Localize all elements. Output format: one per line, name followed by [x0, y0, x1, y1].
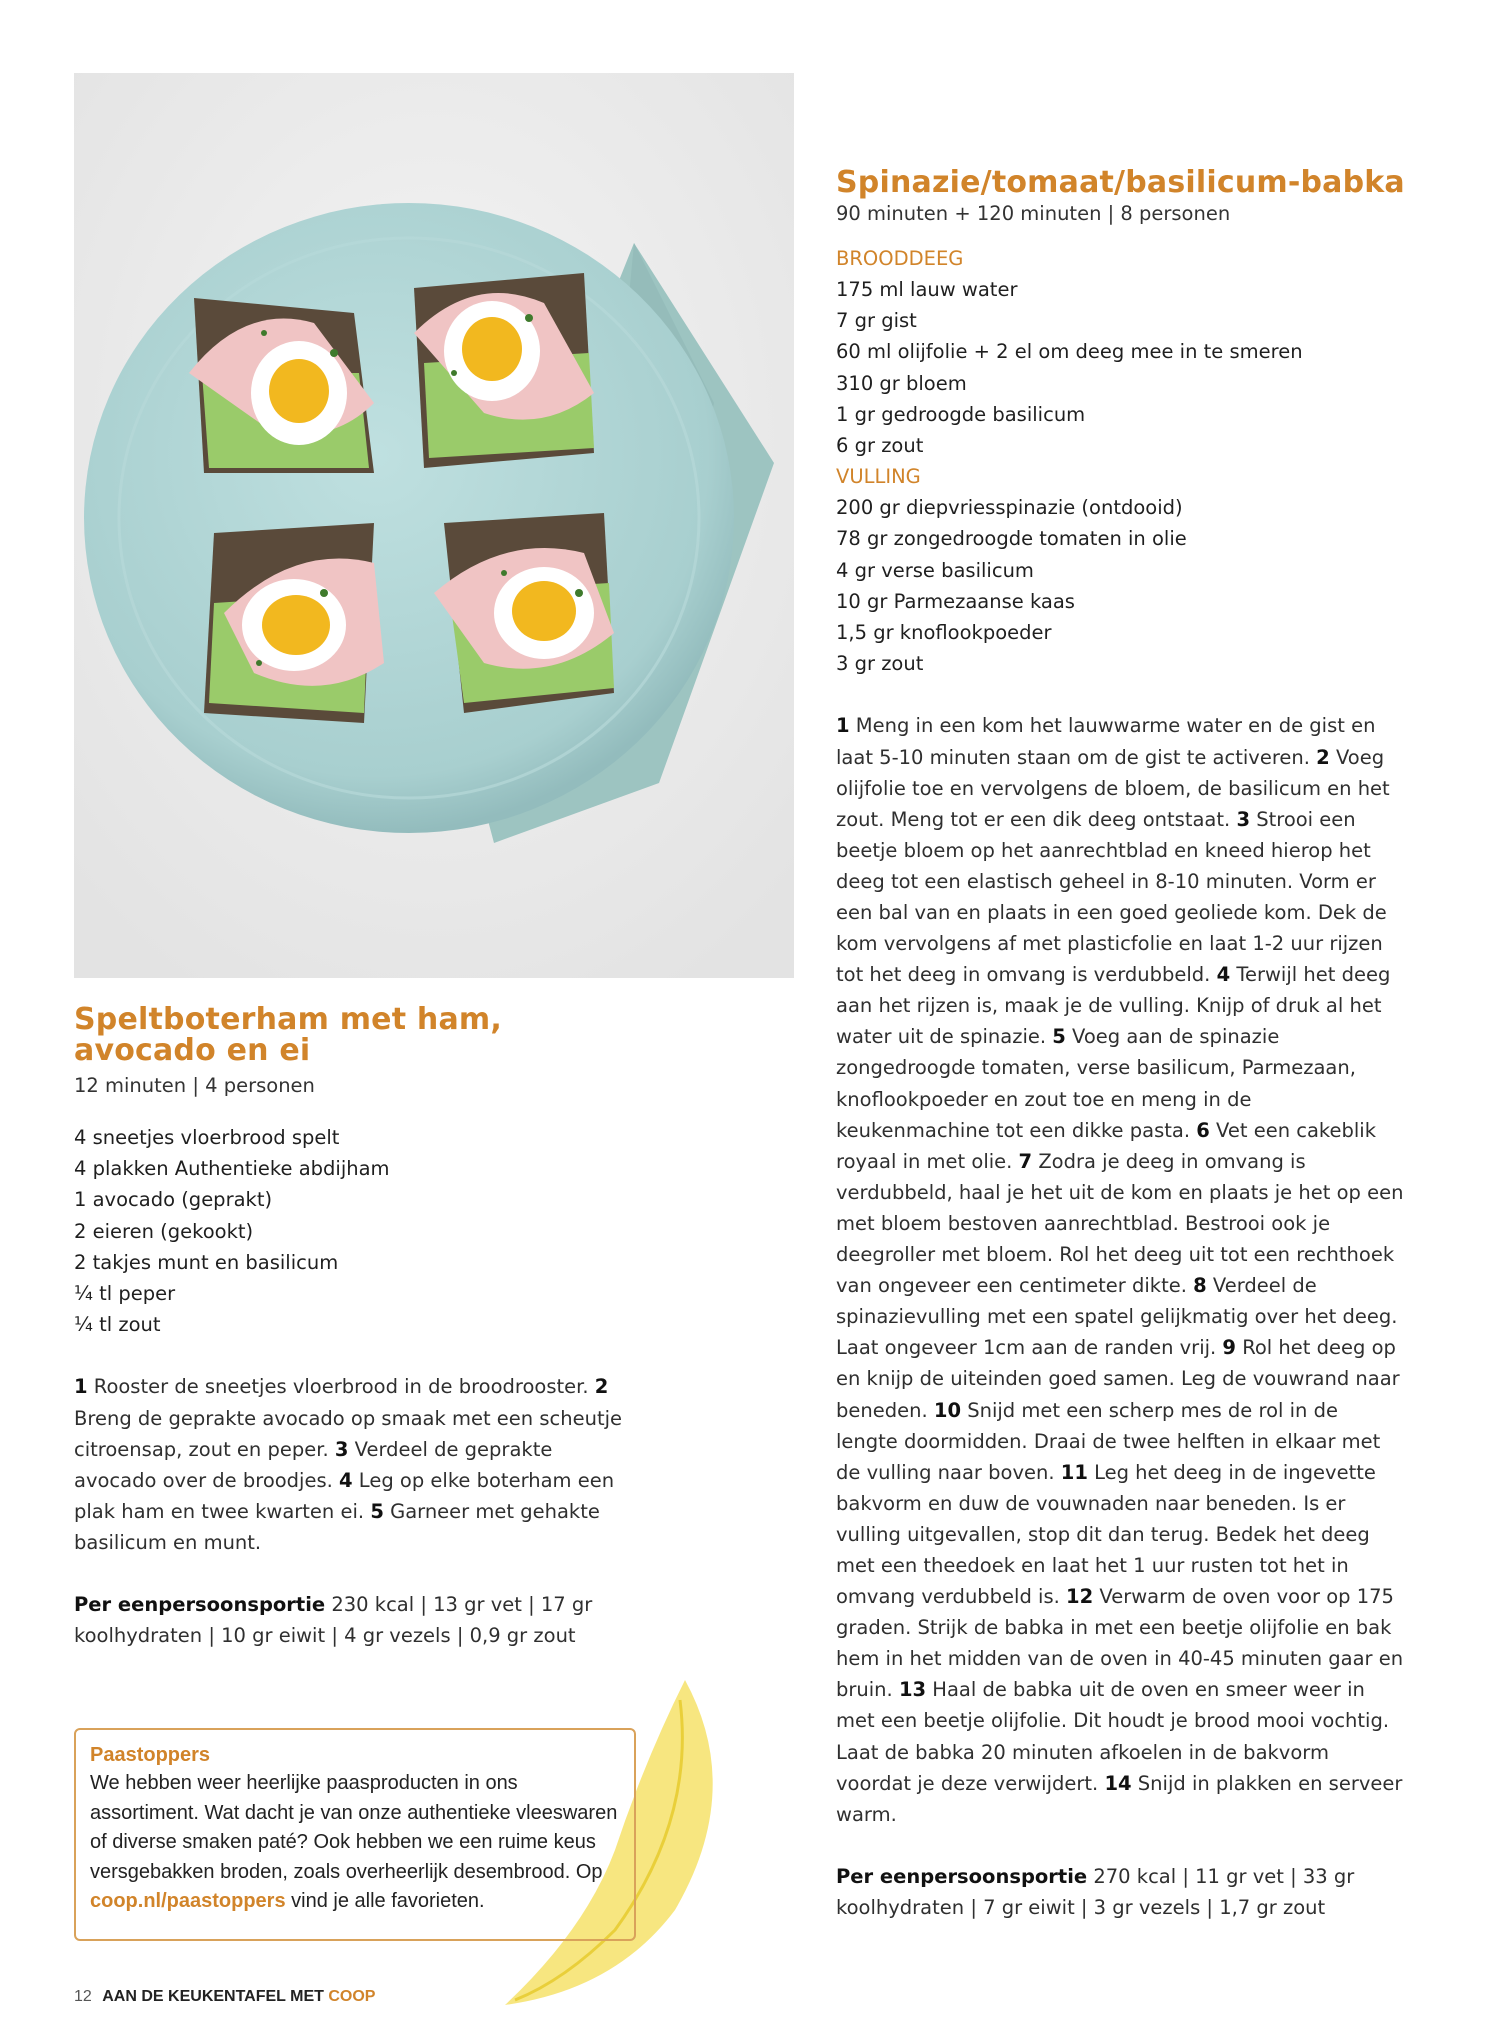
- step-number: 2: [594, 1375, 609, 1399]
- step-text: Strooi een beetje bloem op het aanrechtblad en kneed hierop het deeg tot een elastisch geheel in 8-10 minuten. Vorm er een bal van en plaats in een goed geoliede kom. Dek de kom vervolgens af met plasticfolie en laat 1-2 uur rijzen tot het deeg in omvang is verdubbeld.: [836, 807, 1387, 987]
- tip-box-title: Paastoppers: [90, 1744, 211, 1766]
- step-text: Voeg olijfolie toe en vervolgens de bloem, de basilicum en het zout. Meng tot er een dik deeg ontstaat.: [836, 745, 1390, 831]
- ingredient-item: 200 gr diepvriesspinazie (ontdooid): [836, 496, 1183, 520]
- ingredient-item: 6 gr zout: [836, 434, 924, 458]
- step-number: 6: [1196, 1118, 1210, 1142]
- step-text: Zodra je deeg in omvang is verdubbeld, haal je het uit de kom en plaats je het op een met bloem bestoven aanrechtblad. Bestrooi ook je deegroller met bloem. Rol het deeg uit tot een rechthoek van ongeveer een centimeter dikte.: [836, 1149, 1404, 1298]
- ingredient-item: 310 gr bloem: [836, 371, 967, 395]
- toast-2: [414, 273, 594, 468]
- method-text: [836, 710, 1404, 1829]
- step-number: 1: [836, 714, 850, 738]
- step-text: Verdeel de geprakte avocado over de broodjes.: [74, 1437, 553, 1492]
- step-number: 9: [1222, 1336, 1236, 1360]
- step-text: Vet een cakeblik royaal in met olie.: [836, 1118, 1377, 1173]
- step-number: 3: [1236, 807, 1251, 831]
- step-number: 5: [1052, 1025, 1066, 1049]
- recipe-photo: [74, 73, 794, 978]
- step-text: Verwarm de oven voor op 175 graden. Strijk de babka in met een beetje olijfolie en bak hem in het midden van de oven in 40-45 minuten gaar en bruin.: [836, 1585, 1404, 1702]
- step-number: 13: [898, 1678, 927, 1702]
- ingredient-list-brooddeeg: [836, 274, 1416, 461]
- ingredient-item: ¼ tl peper: [74, 1282, 176, 1306]
- ingredient-list-vulling: [836, 492, 1416, 679]
- tip-box-text: [90, 1769, 620, 1917]
- recipe-meta: 90 minuten + 120 minuten | 8 personen: [836, 202, 1231, 225]
- ingredient-item: 3 gr zout: [836, 652, 924, 676]
- ingredient-item: 175 ml lauw water: [836, 278, 1018, 301]
- toast-1: [189, 298, 374, 473]
- recipe-title: Speltboterham met ham, avocado en ei: [74, 1002, 502, 1068]
- ingredient-item: 60 ml olijfolie + 2 el om deeg mee in te smeren: [836, 340, 1303, 364]
- recipe-speltboterham: [74, 1004, 674, 1651]
- nutrition-label: Per eenpersoonsportie: [74, 1592, 326, 1616]
- nutrition-info: [74, 1589, 634, 1651]
- ingredient-item: 4 sneetjes vloerbrood spelt: [74, 1126, 340, 1149]
- ingredient-item: 4 plakken Authentieke abdijham: [74, 1157, 390, 1181]
- ingredient-item: ¼ tl zout: [74, 1313, 161, 1337]
- toast-4: [434, 513, 614, 713]
- ingredient-item: 1 gr gedroogde basilicum: [836, 402, 1086, 426]
- step-text: Snijd met een scherp mes de rol in de lengte doormidden. Draai de twee helften in elkaar met de vulling naar boven.: [836, 1398, 1381, 1484]
- step-number: 4: [339, 1468, 353, 1492]
- brand-name: COOP: [328, 1988, 376, 2005]
- tip-box-paastoppers: [74, 1728, 636, 1941]
- section-heading-vulling: VULLING: [836, 465, 921, 489]
- step-number: 2: [1316, 745, 1330, 769]
- tip-box-body: We hebben weer heerlijke paasproducten in ons assortiment. Wat dacht je van onze authentieke vleeswaren of diverse smaken paté? Ook hebben we een ruime keus versgebakken broden, zoals overheerlijk desembrood. Op: [90, 1772, 618, 1883]
- step-number: 11: [1060, 1460, 1088, 1484]
- step-text: Haal de babka uit de oven en smeer weer in met een beetje olijfolie. Dit houdt je brood mooi vochtig. Laat de babka 20 minuten afkoelen in de bakvorm voordat je deze verwijdert.: [836, 1678, 1390, 1795]
- nutrition-values: 230 kcal | 13 gr vet | 17 gr koolhydraten | 10 gr eiwit | 4 gr vezels | 0,9 gr zout: [74, 1592, 593, 1648]
- recipe-meta: 12 minuten | 4 personen: [74, 1074, 315, 1097]
- paastoppers-link[interactable]: coop.nl/paastoppers: [90, 1890, 286, 1912]
- nutrition-label: Per eenpersoonsportie: [836, 1864, 1088, 1888]
- step-text: Rooster de sneetjes vloerbrood in de broodrooster.: [87, 1375, 595, 1399]
- step-text: Voeg aan de spinazie zongedroogde tomaten, verse basilicum, Parmezaan, knoflookpoeder en zout toe en meng in de keukenmachine tot een dikke pasta.: [836, 1025, 1356, 1142]
- tip-box-body-end: vind je alle favorieten.: [285, 1890, 485, 1912]
- ingredient-item: 2 takjes munt en basilicum: [74, 1250, 339, 1274]
- step-text: Verdeel de spinazievulling met een spatel gelijkmatig over het deeg. Laat ongeveer 1cm aan de randen vrij.: [836, 1274, 1398, 1360]
- step-number: 12: [1066, 1585, 1094, 1609]
- ingredient-item: 7 gr gist: [836, 309, 917, 333]
- step-number: 5: [370, 1499, 384, 1523]
- ingredient-item: 78 gr zongedroogde tomaten in olie: [836, 527, 1187, 551]
- nutrition-values: 270 kcal | 11 gr vet | 33 gr koolhydraten | 7 gr eiwit | 3 gr vezels | 1,7 gr zout: [836, 1864, 1355, 1919]
- ingredient-list: [74, 1122, 674, 1340]
- ingredient-item: 1,5 gr knoflookpoeder: [836, 621, 1052, 645]
- step-number: 8: [1193, 1274, 1207, 1298]
- section-heading-brooddeeg: BROODDEEG: [836, 247, 964, 270]
- step-number: 14: [1104, 1771, 1132, 1795]
- recipe-babka: [836, 166, 1416, 1923]
- step-text: Leg op elke boterham een plak ham en twee kwarten ei.: [74, 1468, 615, 1523]
- step-number: 7: [1018, 1149, 1033, 1173]
- method-text: [74, 1371, 634, 1558]
- ingredient-item: 2 eieren (gekookt): [74, 1219, 254, 1243]
- page-number: 12: [74, 1988, 92, 2005]
- recipe-title: Spinazie/tomaat/basilicum-babka: [836, 165, 1405, 200]
- step-text: Rol het deeg op en knijp de uiteinden goed samen. Leg de vouwrand naar beneden.: [836, 1336, 1400, 1422]
- nutrition-info: [836, 1861, 1404, 1923]
- step-number: 10: [933, 1398, 962, 1422]
- step-number: 1: [74, 1375, 88, 1399]
- ingredient-item: 1 avocado (geprakt): [74, 1188, 273, 1212]
- page-footer: [74, 1988, 375, 2006]
- toast-3: [204, 523, 384, 723]
- ingredient-item: 10 gr Parmezaanse kaas: [836, 589, 1075, 613]
- step-text: Garneer met gehakte basilicum en munt.: [74, 1499, 600, 1554]
- step-text: Terwijl het deeg aan het rijzen is, maak je de vulling. Knijp of druk al het water uit de spinazie.: [836, 963, 1391, 1049]
- step-number: 4: [1216, 963, 1231, 987]
- step-text: Leg het deeg in de ingevette bakvorm en duw de vouwnaden naar beneden. Is er vulling uitgevallen, stop dit dan terug. Bedek het deeg met een theedoek en laat het 1 uur rusten tot het in omvang verdubbeld is.: [836, 1460, 1376, 1609]
- step-text: Breng de geprakte avocado op smaak met een scheutje citroensap, zout en peper.: [74, 1406, 623, 1461]
- magazine-name: AAN DE KEUKENTAFEL MET: [102, 1988, 324, 2005]
- ingredient-item: 4 gr verse basilicum: [836, 558, 1034, 582]
- step-text: Snijd in plakken en serveer warm.: [836, 1771, 1403, 1826]
- step-number: 3: [334, 1437, 349, 1461]
- food-photo-illustration: [74, 73, 794, 978]
- step-text: Meng in een kom het lauwwarme water en de gist en laat 5-10 minuten staan om de gist te activeren.: [836, 714, 1376, 769]
